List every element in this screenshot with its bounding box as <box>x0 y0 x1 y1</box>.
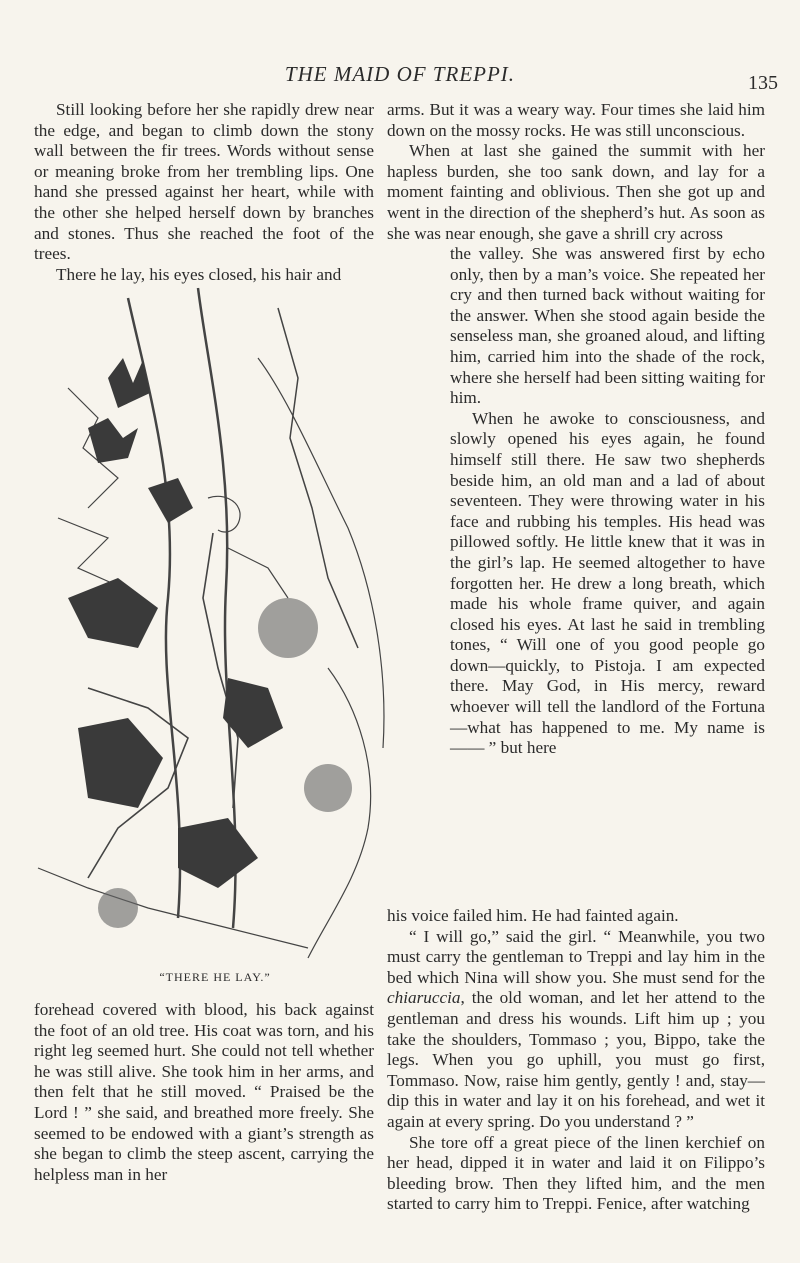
paragraph: There he lay, his eyes closed, his hair and <box>56 264 342 284</box>
left-column-bottom <box>34 1000 374 1185</box>
italic-term: chiaruccia <box>387 988 461 1008</box>
dialogue-text: , the old woman, and let her attend to the gentleman and dress his wounds. Lift him up ; you take the shoulders, Tommaso ; you, Bippo, take the legs. When you go uphill, you must go first, Tommaso. Now, raise him gently, gently ! and, stay—dip this in water and lay it on his forehead, and wet it again at every spring. Do you understand ? ” <box>387 988 765 1131</box>
paragraph: When at last she gained the summit with her hapless burden, she too sank down, and lay for a moment fainting and oblivious. Then she got up and went in the direction of the shepherd’s hut. As soon as she was near enough, she gave a shrill cry across <box>387 141 765 243</box>
left-column-top <box>34 100 374 285</box>
illustration-drawing <box>28 268 428 968</box>
right-column-top <box>387 100 765 244</box>
paragraph: She tore off a great piece of the linen kerchief on her head, dipped it in water and laid it on Filippo’s bleeding brow. Then they lifted him, and the men started to carry him to Treppi. Fenice, after watching <box>387 1132 765 1214</box>
paragraph: arms. But it was a weary way. Four times she laid him down on the mossy rocks. He was still unconscious. <box>387 100 765 140</box>
paragraph: forehead covered with blood, his back against the foot of an old tree. His coat was torn, and his right leg seemed hurt. She could not tell whether he was still alive. She took him in her arms, and then felt that he still moved. “ Praised be the Lord ! ” she said, and breathed more freely. She seemed to be endowed with a giant’s strength as she began to climb the steep ascent, carrying the helpless man in her <box>34 1000 374 1184</box>
paragraph: the valley. She was answered first by echo only, then by a man’s voice. She repeated her cry and then turned back without waiting for the answer. When she stood again beside the senseless man, she groaned aloud, and lifting him, carried him into the shade of the rock, where she herself had been sitting waiting for him. <box>450 244 765 408</box>
paragraph: his voice failed him. He had fainted again. <box>387 906 679 925</box>
illustration-caption: “THERE HE LAY.” <box>159 970 271 984</box>
running-head: THE MAID OF TREPPI. <box>284 62 516 86</box>
page-number: 135 <box>748 72 778 94</box>
right-column-beside-illustration <box>450 244 765 759</box>
right-column-bottom <box>387 906 765 1215</box>
dialogue-text: “ I will go,” said the girl. “ Meanwhile, you two must carry the gentleman to Treppi and lay him in the bed which Nina will show you. She must send for the <box>387 926 765 987</box>
paragraph: Still looking before her she rapidly drew near the edge, and began to climb down the stony wall between the fir trees. Words without sense or meaning broke from her trembling lips. One hand she pressed against her heart, while with the other she helped herself down by branches and stones. Thus she reached the foot of the trees. <box>34 100 374 264</box>
paragraph <box>387 927 765 1133</box>
paragraph: When he awoke to consciousness, and slowly opened his eyes again, he found himself still there. He saw two shepherds beside him, an old man and a lad of about seventeen. They were throwing water in his face and rubbing his temples. His head was pillowed softly. He little knew that it was in the girl’s lap. He seemed altogether to have forgotten her. He drew a long breath, which made his whole frame quiver, and again closed his eyes. At last he said in trembling tones, “ Will one of you good people go down—quickly, to Pistoja. I am expected there. May God, in His mercy, reward whoever will tell the landlord of the Fortuna—what has happened to me. My name is—— ” but here <box>450 408 765 758</box>
